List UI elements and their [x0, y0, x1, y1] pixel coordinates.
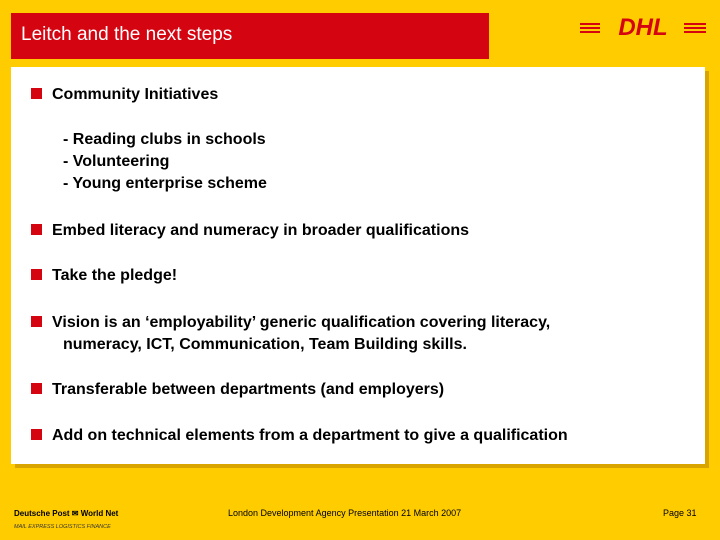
bullet-item	[31, 312, 550, 334]
bullet-text: Community Initiatives	[52, 86, 219, 103]
sub-item: - Reading clubs in schools	[63, 131, 266, 148]
deutsche-post-logo-line1: Deutsche Post ✉ World Net	[14, 509, 119, 518]
title-bar	[11, 13, 489, 59]
dhl-logo	[580, 14, 706, 40]
bullet-square-icon	[31, 269, 42, 280]
bullet-text: Embed literacy and numeracy in broader qualifications	[52, 222, 470, 239]
bullet-text: Transferable between departments (and employers)	[52, 381, 445, 398]
bullet-square-icon	[31, 224, 42, 235]
bullet-square-icon	[31, 316, 42, 327]
deutsche-post-logo	[14, 505, 132, 531]
bullet-text: Take the pledge!	[52, 267, 178, 284]
bullet-square-icon	[31, 383, 42, 394]
footer-center-text: London Development Agency Presentation 21 March 2007	[228, 508, 462, 518]
bullet-item	[31, 220, 469, 242]
sub-item: - Young enterprise scheme	[63, 175, 267, 192]
bullet-text: Vision is an ‘employability’ generic qualification covering literacy,	[52, 314, 551, 331]
bullet-item	[31, 84, 218, 106]
bullet-text: Add on technical elements from a department to give a qualification	[52, 427, 568, 444]
dhl-logo-text: DHL	[618, 14, 668, 40]
slide-title: Leitch and the next steps	[21, 24, 233, 45]
bullet-item	[31, 379, 444, 401]
bullet-square-icon	[31, 88, 42, 99]
bullet-square-icon	[31, 429, 42, 440]
bullet-item	[31, 265, 177, 287]
bullet-item	[31, 425, 568, 447]
sub-item: - Volunteering	[63, 153, 170, 170]
bullet-continuation: numeracy, ICT, Communication, Team Building skills.	[63, 336, 467, 353]
page-number: Page 31	[663, 508, 697, 518]
deutsche-post-logo-line2: MAIL EXPRESS LOGISTICS FINANCE	[14, 524, 111, 530]
